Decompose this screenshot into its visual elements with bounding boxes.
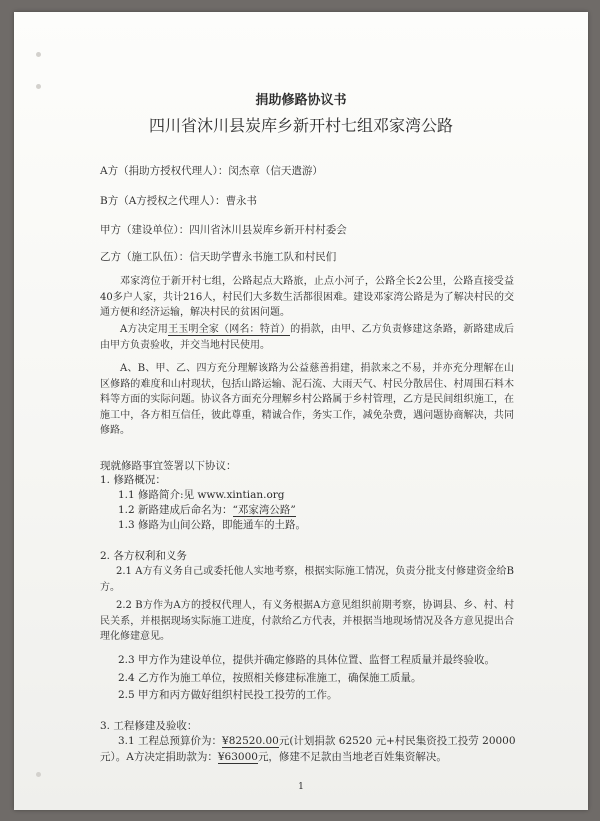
section-2-heading: 2. 各方权利和义务 [100, 550, 187, 562]
party-b-value: 曹永书 [225, 195, 258, 207]
intro-paragraph-3: A、B、甲、乙、四方充分理解该路为公益慈善捐建，捐款来之不易，并亦充分理解在山区修路的难度和山村现状，包括山路运输、泥石流、大雨天气、村民分散居住、村周围石料木料等方面的实际问题。协议各方面充分理解乡村公路属于乡村管理，乙方是民间组织施工，在施工中，各方相互信任，彼此尊重，精诚合作，务实工作，减免杂费，遇问题协商解决，共同修路。 [100, 363, 514, 437]
item-3-1-cont: 元）。A方决定捐助款为：¥63000元，修建不足款由当地老百姓集资解决。 [100, 751, 447, 763]
punch-hole [36, 52, 41, 57]
item-2-3: 2.3 甲方作为建设单位，提供并确定修路的具体位置、监督工程质量并最终验收。 [118, 654, 496, 666]
page [14, 12, 588, 810]
section-1-heading: 1. 修路概况： [100, 474, 166, 486]
party-b [100, 195, 257, 208]
document-subtitle: 四川省沐川县炭库乡新开村七组邓家湾公路 [148, 116, 453, 135]
party-b-label: B方（A方授权之代理人）： [100, 195, 226, 207]
road-name: “邓家湾公路” [232, 504, 296, 516]
item-1-3: 1.3 修路为山间公路，即能通车的土路。 [118, 519, 307, 531]
party-jia-value: 四川省沐川县炭库乡新开村村委会 [189, 224, 347, 236]
punch-hole [36, 772, 41, 777]
party-a [100, 165, 323, 178]
item-2-1: 2.1 A方有义务自己或委托他人实地考察，根据实际施工情况，负责分批支付修建资金给B方。 [100, 566, 514, 593]
agreement-intro: 现就修路事宜签署以下协议： [100, 460, 237, 472]
item-1-1: 1.1 修路简介:见 www.xintian.org [118, 489, 285, 501]
intro-paragraph-1: 邓家湾位于新开村七组，公路起点大路旅，止点小河子，公路全长2公里，公路直接受益40多户人家，共计216人，村民们大多数生活都很困难。建设邓家湾公路是为了解决村民的交通方便和经济运输，解决村民的贫困问题。 [100, 276, 514, 319]
intro-paragraph-2: A方决定用王玉明全家（网名：特首）的捐款，由甲、乙方负责修建这条路，新路建成后由甲方负责验收，并交当地村民使用。 [100, 324, 515, 351]
item-2-2: 2.2 B方作为A方的授权代理人，有义务根据A方意见组织前期考察，协调县、乡、村、村民关系，并根据现场实际施工进度，付款给乙方代表，并根据当地现场情况及各方意见提出合理化修建意见。 [100, 600, 514, 643]
party-jia [100, 224, 347, 237]
donation-amount: ¥63000 [217, 751, 258, 763]
donor-name: 王玉明全家（网名：特首） [168, 324, 291, 335]
document-sheet [14, 12, 588, 810]
party-yi-value: 信天助学曹永书施工队和村民们 [189, 251, 337, 263]
party-a-value: 闵杰章（信天遣游） [228, 165, 323, 177]
document-title: 捐助修路协议书 [255, 93, 347, 108]
item-3-1: 3.1 工程总预算价为：¥82520.00元(计划捐款 62520 元+村民集资投工投劳 20000 [118, 735, 516, 747]
item-2-4: 2.4 乙方作为施工单位，按照相关修建标准施工，确保施工质量。 [118, 672, 422, 684]
party-yi [100, 251, 336, 264]
party-jia-label: 甲方（建设单位）： [100, 224, 190, 236]
party-yi-label: 乙方（施工队伍）： [100, 251, 190, 263]
party-a-label: A方（捐助方授权代理人）： [100, 165, 229, 177]
item-2-5: 2.5 甲方和丙方做好组织村民投工投劳的工作。 [118, 689, 338, 701]
item-1-2: 1.2 新路建成后命名为：“邓家湾公路” [118, 504, 296, 516]
budget-amount: ¥82520.00 [222, 735, 279, 747]
section-3-heading: 3. 工程修建及验收： [100, 720, 198, 732]
page-number: 1 [298, 782, 304, 792]
